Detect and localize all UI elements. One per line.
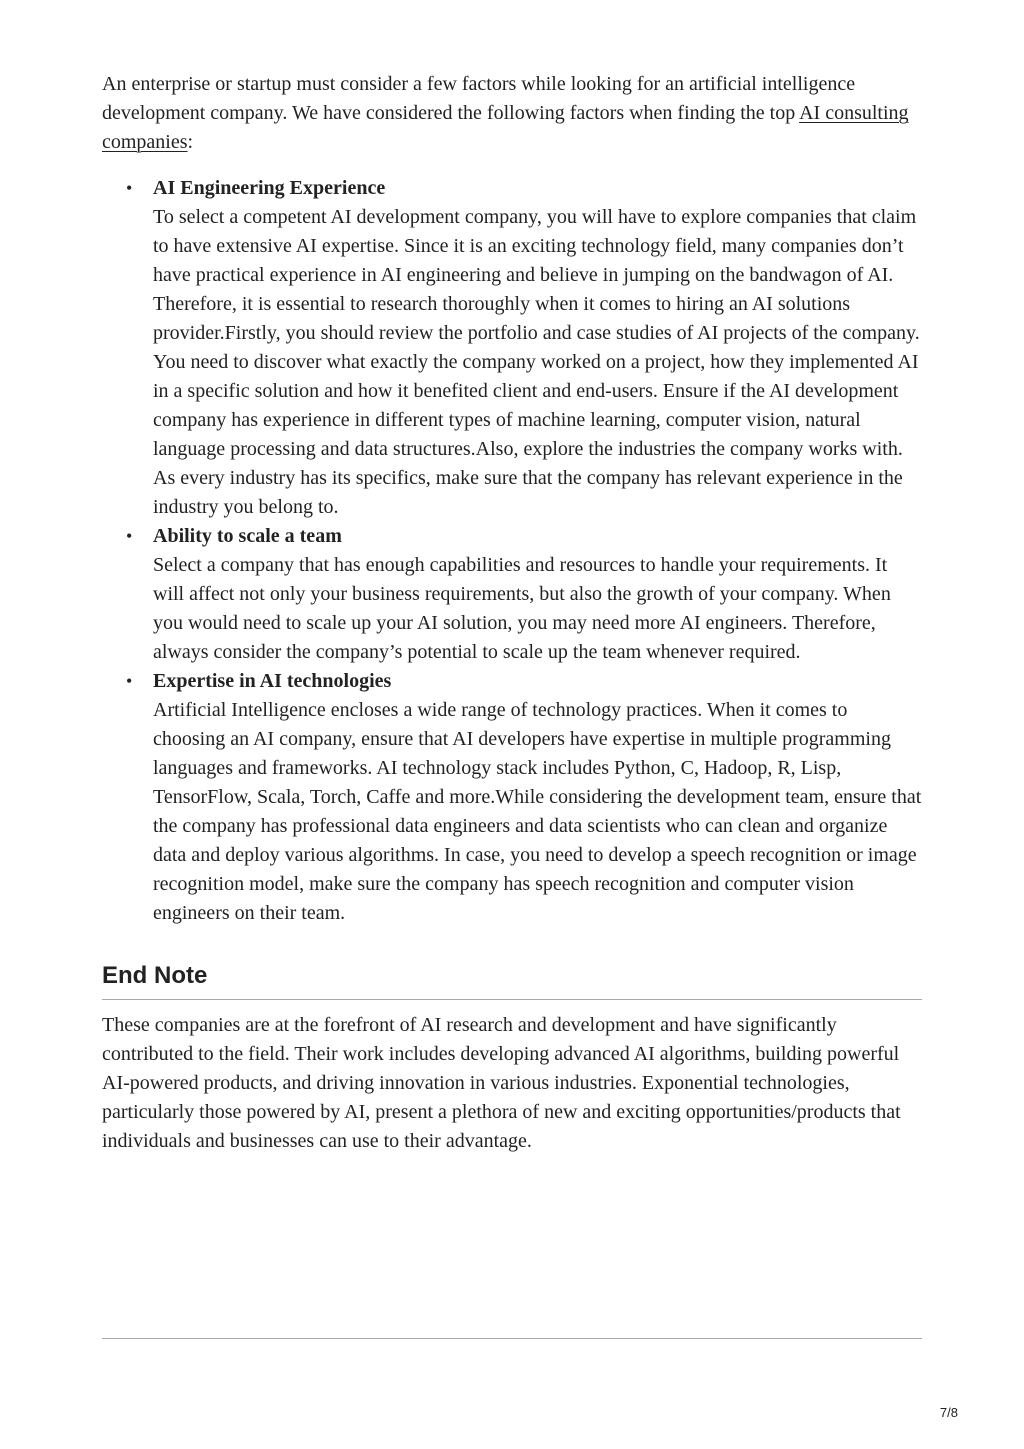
page-number: 7/8 [939, 1405, 958, 1420]
factor-title: Ability to scale a team [153, 525, 342, 547]
end-note-paragraph: These companies are at the forefront of AI research and development and have significantly contributed to the field. Their work includes developing advanced AI algorithms, building powerful AI-powered products, and driving innovation in various industries. Exponential technologies, particularly those powered by AI, present a plethora of new and exciting opportunities/products that individuals and businesses can use to their advantage. [102, 1014, 901, 1152]
bullet-icon: • [126, 671, 133, 691]
list-item [126, 522, 922, 667]
list-item [126, 667, 922, 928]
factor-description: Artificial Intelligence encloses a wide range of technology practices. When it comes to choosing an AI company, ensure that AI developers have expertise in multiple programming languages and frameworks. AI technology stack includes Python, C, Hadoop, R, Lisp, TensorFlow, Scala, Torch, Caffe and more.While considering the development team, ensure that the company has professional data engineers and data scientists who can clean and organize data and deploy various algorithms. In case, you need to develop a speech recognition or image recognition model, make sure the company has speech recognition and computer vision engineers on their team. [153, 699, 922, 924]
factor-description: To select a competent AI development company, you will have to explore companies that claim to have extensive AI expertise. Since it is an exciting technology field, many companies don’t have practical experience in AI engineering and believe in jumping on the bandwagon of AI. Therefore, it is essential to research thoroughly when it comes to hiring an AI solutions provider.Firstly, you should review the portfolio and case studies of AI projects of the company. You need to discover what exactly the company worked on a project, how they implemented AI in a specific solution and how it benefited client and end-users. Ensure if the AI development company has experience in different types of machine learning, computer vision, natural language processing and data structures.Also, explore the industries the company works with. As every industry has its specifics, make sure that the company has relevant experience in the industry you belong to. [153, 206, 920, 518]
intro-text-end: : [187, 131, 194, 153]
factor-title: AI Engineering Experience [153, 177, 386, 199]
bullet-icon: • [126, 178, 133, 198]
list-item [126, 174, 922, 522]
article-content [102, 70, 922, 1156]
factor-description: Select a company that has enough capabilities and resources to handle your requirements. It will affect not only your business requirements, but also the growth of your company. When you would need to scale up your AI solution, you may need more AI engineers. Therefore, always consider the company’s potential to scale up the team whenever required. [153, 554, 891, 663]
bullet-icon: • [126, 526, 133, 546]
ai-consulting-companies-link[interactable]: AI consulting companies [102, 102, 909, 153]
intro-text: An enterprise or startup must consider a few factors while looking for an artificial intelligence development company. We have considered the following factors when finding the top [102, 73, 856, 124]
end-note-heading: End Note [102, 961, 922, 1000]
factor-title: Expertise in AI technologies [153, 670, 392, 692]
intro-paragraph [102, 70, 922, 157]
bottom-divider [102, 1338, 922, 1339]
factors-list [102, 174, 922, 928]
